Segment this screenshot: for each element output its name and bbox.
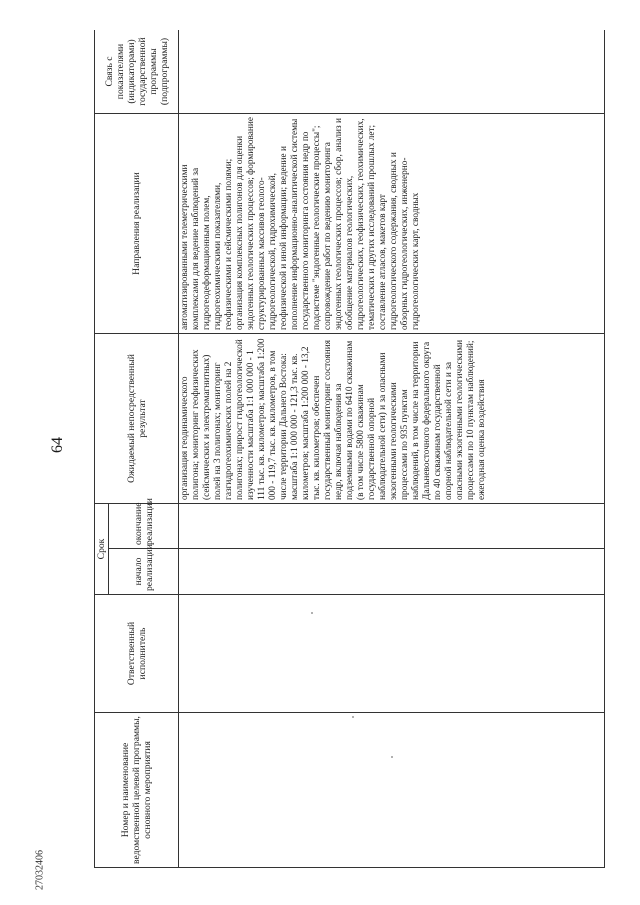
cell-link [179, 30, 605, 114]
header-result [95, 334, 179, 504]
header-term-start-text: начало реализации [132, 544, 155, 591]
rotated-table-content [94, 30, 606, 868]
cell-executor [179, 595, 605, 713]
header-term-text: Срок [96, 538, 107, 560]
cell-term-end [179, 504, 605, 549]
header-term [95, 504, 109, 595]
table-row [179, 30, 605, 868]
rotated-table-sheet [94, 30, 606, 868]
header-executor-text: Ответственный исполнитель [125, 621, 148, 686]
header-result-text: Ожидаемый непосредственный результат [125, 354, 148, 483]
cell-term-start [179, 549, 605, 595]
document-code: 27032406 [34, 850, 46, 890]
header-link-text: Связь с показателями (индикаторами) государственной программы (подпрограммы) [103, 37, 170, 106]
header-program [95, 713, 179, 868]
header-link [95, 30, 179, 114]
cell-result-text: организация геодинамического полигона; мониторинг геофизических (сейсмических и электромагнитных) полей на 3 полигонах; мониторинг газгидрогеохимических полей на 2 полигонах; прирост гидрогеологической изученности масштаба 1:1 000 000 - 1 111 тыс. кв. километров; масштаба 1:200 000 - 119,7 тыс. кв. километров, в том числе территории Дальнего Востока: масштаба 1:1 000 000 - 121,3 тыс. кв. километров; масштаба 1:200 000 - 13,2 тыс. кв. километров; обеспечен государственный мониторинг состояния недр, включая наблюдения за подземными водами по 6410 скважинам (в том числе 5800 скважинам государственной опорной наблюдательной сети) и за опасными экзогенными геологическими процессами по 935 пунктам наблюдений, в том числе на территории Дальневосточного федерального округа по 40 скважинам государственной опорной наблюдательной сети и за опасными экзогенными геологическими процессами по 10 пунктам наблюдений; ежегодная оценка воздействия [180, 338, 487, 500]
cell-directions [179, 114, 605, 334]
cell-result [179, 334, 605, 504]
cell-program [179, 713, 605, 868]
program-table [94, 30, 605, 868]
cell-directions-text: автоматизированными телеметрическими комплексами для ведение наблюдений за гидрогеодеформационным полем, гидрогеохимическими показателями, геофизическими и сейсмическими полями; организация комплексных полигонов для оценки эндогенных геологических процессов; формирование структурированных массивов геолого-гидрогеологической, гидрохимической, геофизической и иной информации; ведение и пополнение информационно-аналитической системы государственного мониторинга состояния недр по подсистеме "эндогенные геологические процессы"; сопровождение работ по ведению мониторинга эндогенных геологических процессов; сбор, анализ и обобщение материалов геологических, гидрогеологических, геофизических, геохимических, тематических и других исследований прошлых лет; составление атласов, макетов карт гидрогеологического содержания, сводных и обзорных гидрогеологических, инженерно-гидрогеологических карт, сводных [180, 117, 421, 330]
page-number: 64 [49, 437, 66, 453]
header-term-end-text: окончание реализации [132, 498, 155, 545]
header-executor [95, 595, 179, 713]
header-directions-text: Направления реализации [131, 172, 142, 275]
header-term-end [109, 498, 179, 549]
header-directions [95, 114, 179, 334]
header-term-start [109, 544, 179, 595]
header-program-text: Номер и наименование ведомственной целевой программы, основного мероприятия [120, 716, 153, 864]
